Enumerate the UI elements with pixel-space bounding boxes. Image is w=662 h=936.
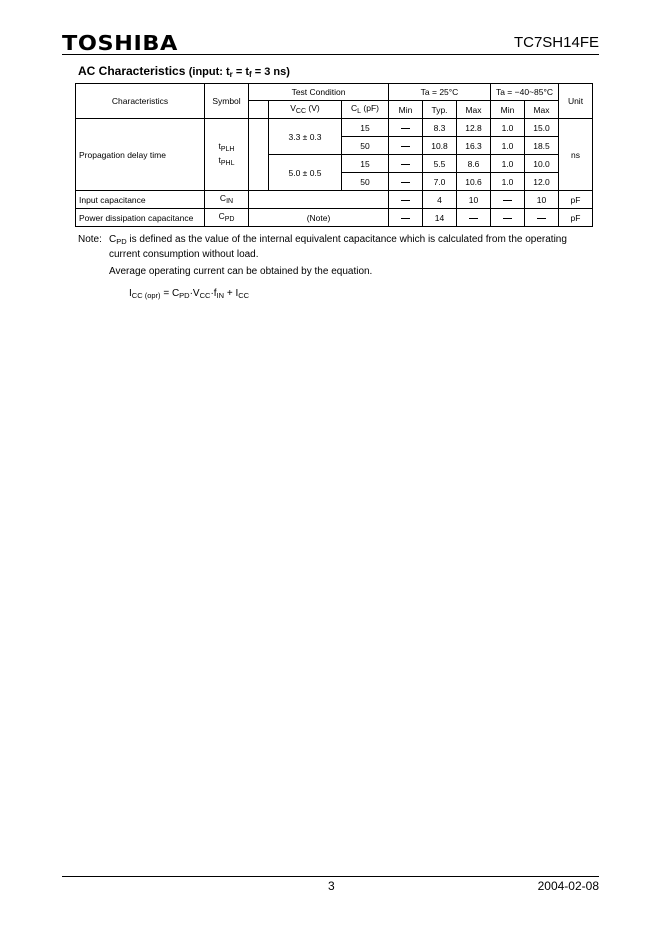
dash-mark: [401, 200, 410, 201]
ac-characteristics-table: [75, 83, 593, 227]
propagation-label: Propagation delay time: [76, 119, 205, 191]
max-value: [457, 209, 491, 227]
min-value: [389, 137, 423, 155]
typ-value: 4: [423, 191, 457, 209]
header-max-range: Max: [525, 101, 559, 119]
page-footer: [62, 876, 599, 893]
page-header: [62, 30, 599, 55]
power-cap-label: Power dissipation capacitance: [76, 209, 205, 227]
vcc-value-2: 5.0 ± 0.5: [269, 155, 342, 191]
unit-value: pF: [559, 209, 593, 227]
header-characteristics: Characteristics: [76, 84, 205, 119]
section-title-main: AC Characteristics: [78, 64, 186, 78]
dash-mark: [401, 164, 410, 165]
min-value: [389, 155, 423, 173]
footer-date: 2004-02-08: [537, 879, 599, 893]
max-value: 10.6: [457, 173, 491, 191]
min-value: [389, 173, 423, 191]
typ-value: 7.0: [423, 173, 457, 191]
power-cap-condition: (Note): [249, 209, 389, 227]
table-row-power-capacitance: [76, 209, 593, 227]
max-range-value: 10: [525, 191, 559, 209]
part-number: TC7SH14FE: [513, 34, 599, 51]
dash-mark: [537, 218, 546, 219]
header-cl: $C_L$ (pF): [342, 101, 389, 119]
table-row-input-capacitance: [76, 191, 593, 209]
propagation-symbols: $t_{PLH}$ $t_{PHL}$: [205, 119, 249, 191]
header-typ: Typ.: [423, 101, 457, 119]
header-vcc: $V_{CC}$ (V): [269, 101, 342, 119]
unit-value: pF: [559, 191, 593, 209]
section-title-condition: (input: $t_r = t_f = 3$ ns): [188, 66, 290, 79]
cl-value: 50: [342, 137, 389, 155]
header-min: Min: [389, 101, 423, 119]
toshiba-logo: TOSHIBA: [62, 31, 178, 55]
min-range-value: 1.0: [491, 173, 525, 191]
typ-value: 5.5: [423, 155, 457, 173]
page-number: 3: [328, 879, 335, 893]
max-value: 12.8: [457, 119, 491, 137]
header-symbol: Symbol: [205, 84, 249, 119]
header-test-condition: Test Condition: [249, 84, 389, 101]
max-range-value: 18.5: [525, 137, 559, 155]
min-range-value: [491, 191, 525, 209]
min-value: [389, 209, 423, 227]
vcc-value-1: 3.3 ± 0.3: [269, 119, 342, 155]
dash-mark: [401, 218, 410, 219]
max-value: 16.3: [457, 137, 491, 155]
header-unit: Unit: [559, 84, 593, 119]
header-blank: [249, 101, 269, 119]
dash-mark: [401, 182, 410, 183]
input-cap-label: Input capacitance: [76, 191, 205, 209]
header-min-range: Min: [491, 101, 525, 119]
max-value: 10: [457, 191, 491, 209]
input-cap-symbol: $C_{IN}$: [205, 191, 249, 209]
table-header-row-1: [76, 84, 593, 101]
min-range-value: 1.0: [491, 137, 525, 155]
input-cap-condition: [249, 191, 389, 209]
cl-value: 50: [342, 173, 389, 191]
cl-value: 15: [342, 119, 389, 137]
propagation-unit: ns: [559, 119, 593, 191]
dash-mark: [401, 146, 410, 147]
min-value: [389, 191, 423, 209]
note-text: $C_{PD}$ is defined as the value of the internal equivalent capacitance which is calculated from the operating current consumption without load.: [109, 234, 567, 260]
dash-mark: [401, 128, 410, 129]
min-range-value: [491, 209, 525, 227]
header-ta-range: Ta = −40~85°C: [491, 84, 559, 101]
typ-value: 8.3: [423, 119, 457, 137]
min-value: [389, 119, 423, 137]
max-range-value: 10.0: [525, 155, 559, 173]
dash-mark: [503, 200, 512, 201]
power-cap-symbol: $C_{PD}$: [205, 209, 249, 227]
average-current-text: Average operating current can be obtained by the equation.: [109, 266, 373, 277]
typ-value: 10.8: [423, 137, 457, 155]
typ-value: 14: [423, 209, 457, 227]
min-range-value: 1.0: [491, 155, 525, 173]
table-row: [76, 119, 593, 137]
condition-blank: [249, 119, 269, 191]
header-max: Max: [457, 101, 491, 119]
max-range-value: [525, 209, 559, 227]
max-range-value: 12.0: [525, 173, 559, 191]
cl-value: 15: [342, 155, 389, 173]
section-title: [78, 64, 290, 79]
dash-mark: [503, 218, 512, 219]
header-ta-25: Ta = 25°C: [389, 84, 491, 101]
icc-formula: $I_{CC (opr)} = C_{PD}\cdot V_{CC}\cdot f_{IN} + I_{CC}$: [129, 288, 250, 300]
min-range-value: 1.0: [491, 119, 525, 137]
note-label: Note:: [78, 234, 102, 245]
max-range-value: 15.0: [525, 119, 559, 137]
dash-mark: [469, 218, 478, 219]
max-value: 8.6: [457, 155, 491, 173]
